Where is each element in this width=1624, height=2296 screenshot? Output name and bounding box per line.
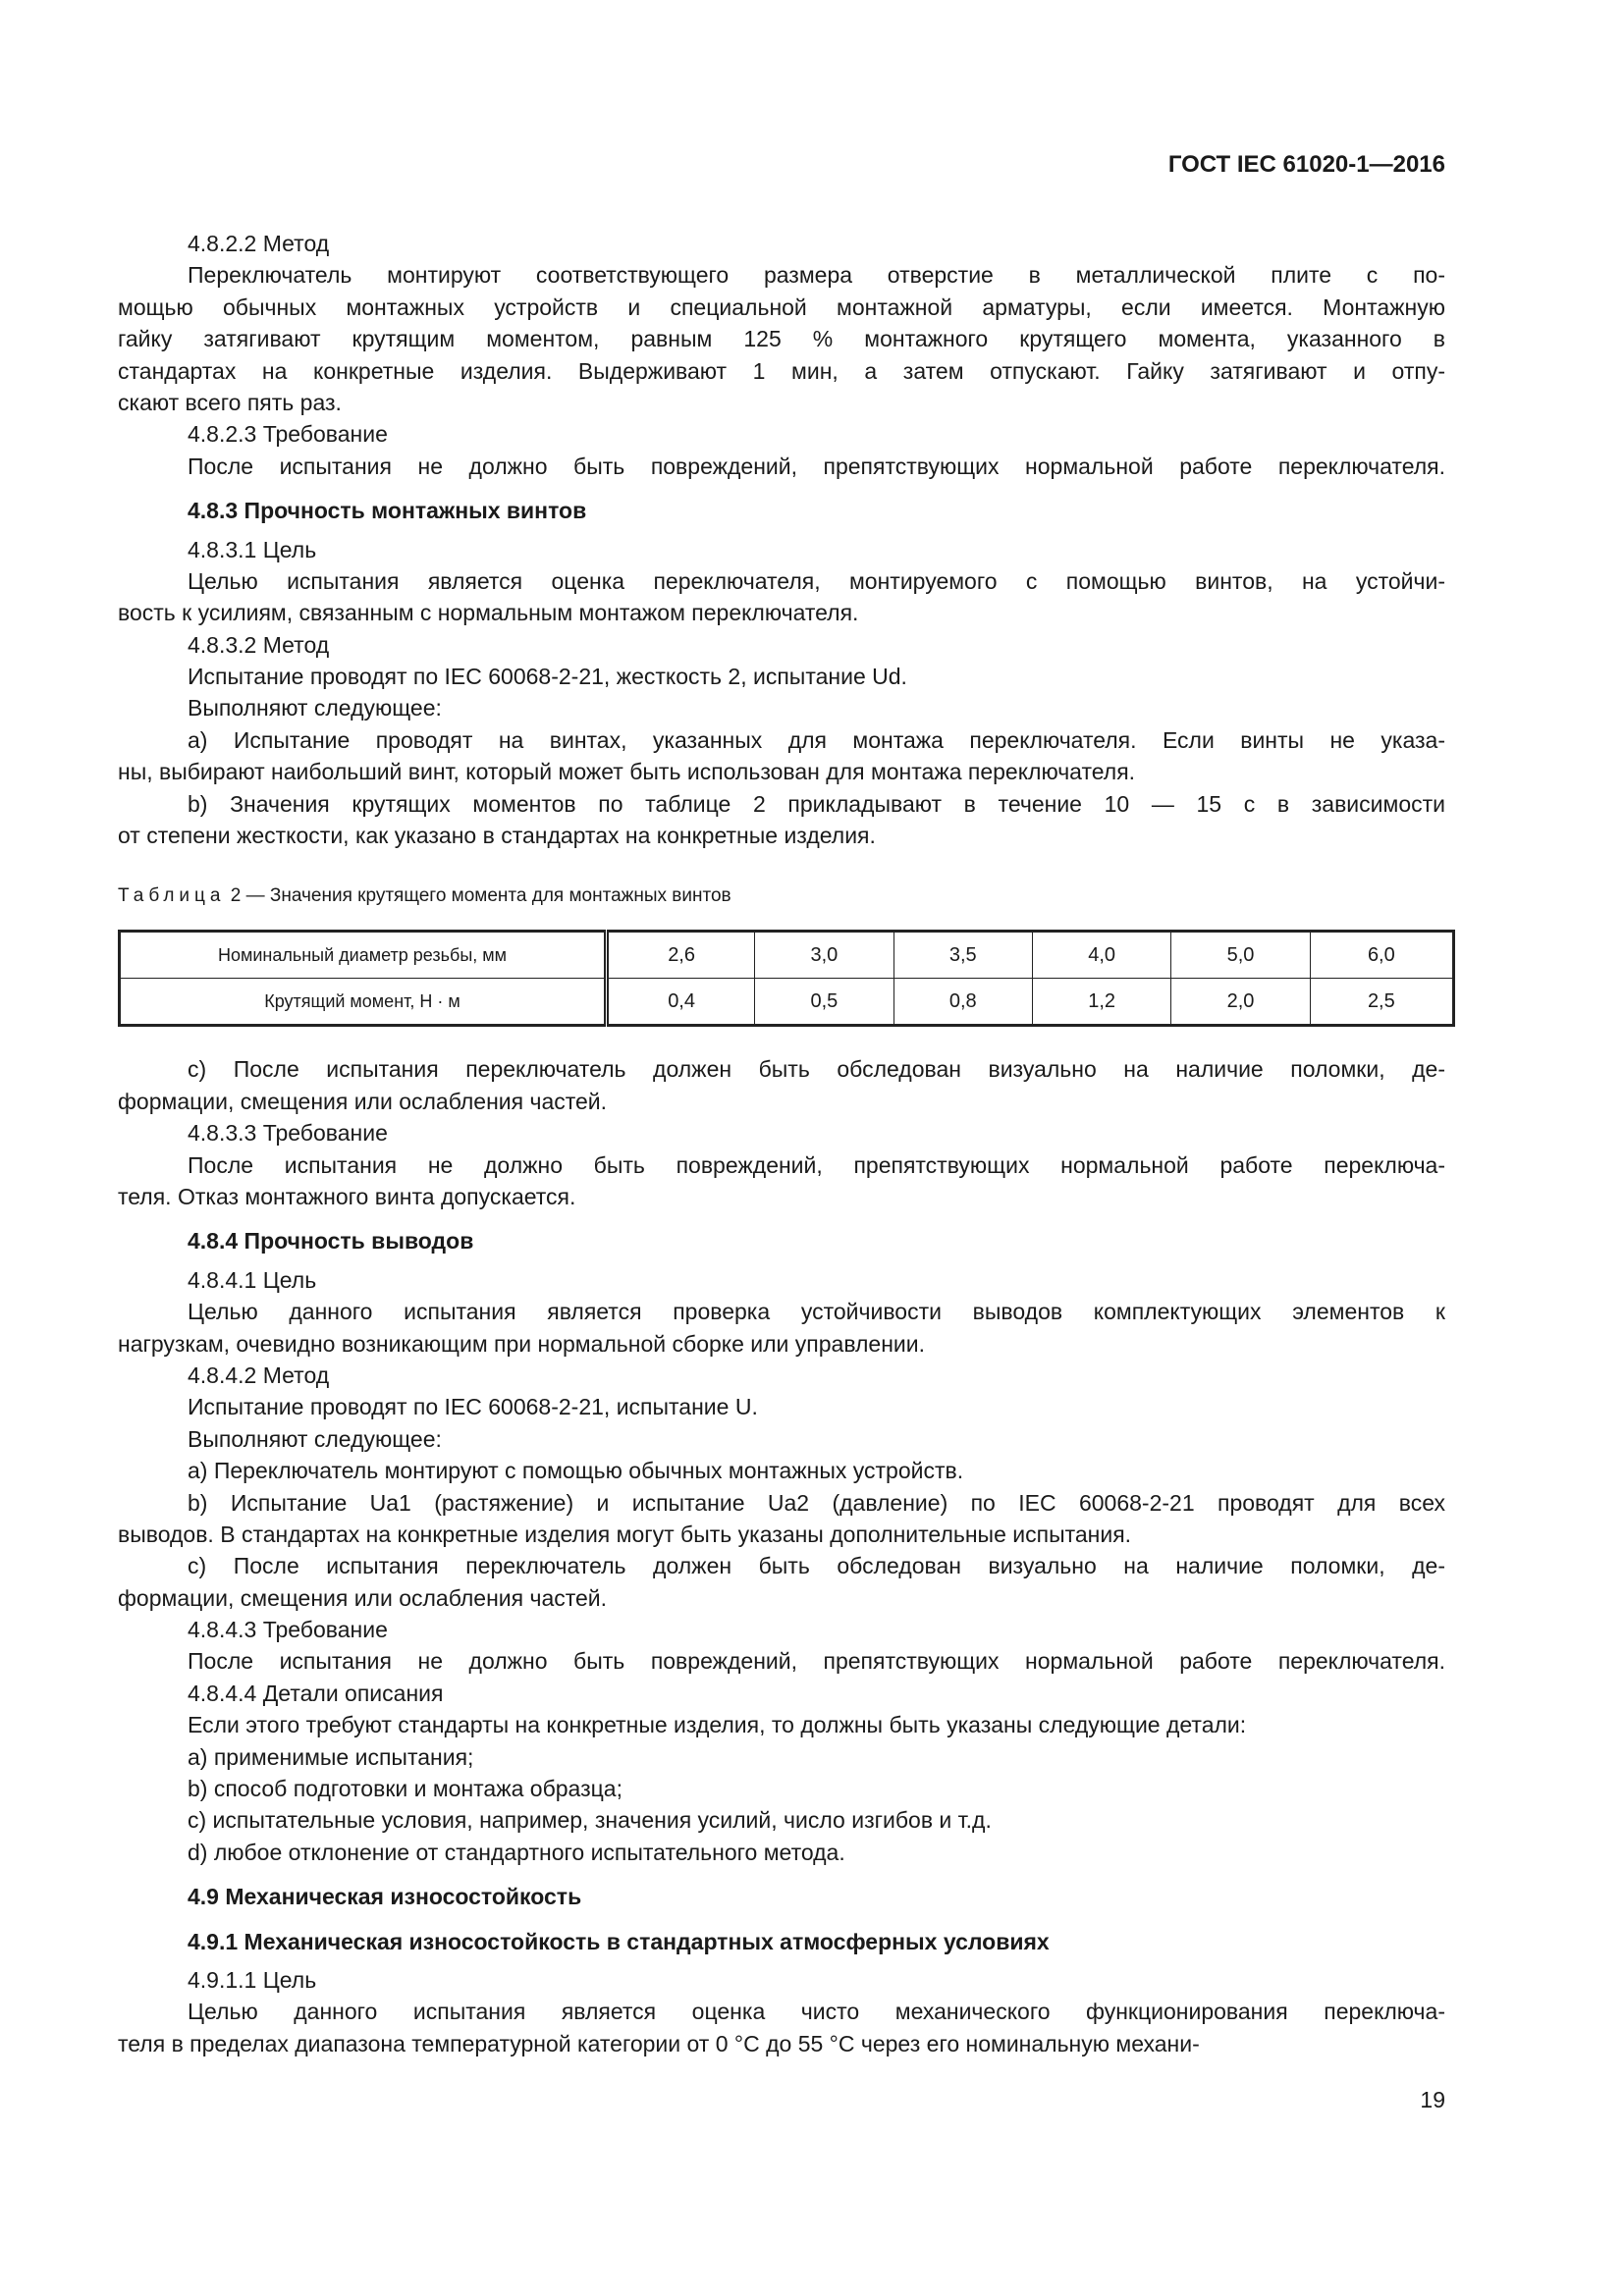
table-caption — [118, 881, 1445, 912]
paragraph — [118, 1296, 1445, 1360]
text-line: 4.8.2.3 Требование — [188, 421, 388, 448]
paragraph — [118, 1741, 1445, 1773]
text-line: стандартах на конкретные изделия. Выдерживают 1 мин, а затем отпускают. Гайку затягивают и отпу- — [118, 357, 1445, 384]
text-line: ны, выбирают наибольший винт, который может быть использован для монтажа переключателя. — [118, 759, 1136, 785]
text-line: a) Испытание проводят на винтах, указанных для монтажа переключателя. Если винты не указа- — [188, 726, 1445, 753]
table-row — [120, 932, 1454, 979]
text-line: Переключатель монтируют соответствующего размера отверстие в металлической плите с по- — [188, 262, 1445, 289]
text-line: 4.8.4.1 Цель — [188, 1266, 317, 1293]
table-cell: 0,8 — [893, 979, 1032, 1026]
text-line: 4.8.4.4 Детали описания — [188, 1680, 444, 1706]
paragraph — [118, 1053, 1445, 1117]
text-line: 4.8.3.1 Цель — [188, 536, 317, 562]
text-line: c) испытательные условия, например, значения усилий, число изгибов и т.д. — [188, 1807, 992, 1834]
text-line: Целью данного испытания является проверка устойчивости выводов комплектующих элементов к — [188, 1299, 1445, 1325]
paragraph — [118, 451, 1445, 482]
text-line: После испытания не должно быть повреждений, препятствующих нормальной работе переключателя. — [188, 1648, 1445, 1675]
row-header: Крутящий момент, Н · м — [120, 979, 607, 1026]
text-line: После испытания не должно быть повреждений, препятствующих нормальной работе переключателя. — [188, 453, 1445, 479]
row-header: Номинальный диаметр резьбы, мм — [120, 932, 607, 979]
section-heading: 4.8.4 Прочность выводов — [188, 1228, 474, 1255]
text-line: от степени жесткости, как указано в стандартах на конкретные изделия. — [118, 823, 876, 849]
table-caption-prefix: Таблица — [118, 885, 226, 907]
table-row — [120, 979, 1454, 1026]
section-heading: 4.9 Механическая износостойкость — [188, 1884, 582, 1910]
table-cell: 2,0 — [1171, 979, 1310, 1026]
text-line: теля. Отказ монтажного винта допускается. — [118, 1184, 576, 1209]
text-line: формации, смещения или ослабления частей. — [118, 1088, 608, 1114]
paragraph — [118, 1550, 1445, 1614]
paragraph — [118, 661, 1445, 692]
paragraph — [118, 565, 1445, 629]
text-line: 4.8.4.3 Требование — [188, 1617, 388, 1643]
text-line: c) После испытания переключатель должен быть обследован визуально на наличие поломки, де- — [188, 1553, 1445, 1579]
text-line: После испытания не должно быть повреждений, препятствующих нормальной работе переключа- — [188, 1151, 1445, 1178]
text-line: нагрузкам, очевидно возникающим при нормальной сборке или управлении. — [118, 1330, 926, 1357]
text-line: теля в пределах диапазона температурной категории от 0 °С до 55 °С через его номинальную механи- — [118, 2030, 1200, 2056]
text-line: 4.8.4.2 Метод — [188, 1362, 330, 1388]
text-line: Целью данного испытания является оценка чисто механического функционирования переключа- — [188, 1999, 1445, 2025]
text-line: Выполняют следующее: — [188, 1425, 442, 1452]
section-heading: 4.8.3 Прочность монтажных винтов — [188, 498, 587, 524]
text-line: вость к усилиям, связанным с нормальным монтажом переключателя. — [118, 600, 859, 626]
text-line: скают всего пять раз. — [118, 389, 342, 415]
paragraph — [118, 534, 1445, 565]
table-cell: 4,0 — [1032, 932, 1170, 979]
table-cell: 6,0 — [1310, 932, 1453, 979]
table-cell: 0,4 — [607, 979, 755, 1026]
table-cell: 1,2 — [1032, 979, 1170, 1026]
paragraph — [118, 788, 1445, 852]
table-cell: 3,0 — [755, 932, 893, 979]
torque-table — [118, 930, 1455, 1027]
text-line: d) любое отклонение от стандартного испытательного метода. — [188, 1839, 845, 1865]
page-number: 19 — [1420, 2087, 1445, 2112]
section-heading: 4.9.1 Механическая износостойкость в стандартных атмосферных условиях — [188, 1928, 1050, 1954]
paragraph — [118, 1614, 1445, 1645]
text-line: Целью испытания является оценка переключателя, монтируемого с помощью винтов, на устойчи- — [188, 567, 1445, 594]
text-line: 4.9.1.1 Цель — [188, 1967, 317, 1994]
paragraph — [118, 692, 1445, 723]
table-cell: 2,6 — [607, 932, 755, 979]
text-line: 4.8.2.2 Метод — [188, 231, 330, 256]
text-line: Выполняют следующее: — [188, 695, 442, 721]
text-line: гайку затягивают крутящим моментом, равным 125 % монтажного крутящего момента, указанного в — [118, 326, 1445, 352]
paragraph — [118, 724, 1445, 788]
text-line: формации, смещения или ослабления частей. — [118, 1584, 608, 1611]
paragraph — [118, 1804, 1445, 1836]
table-caption-text: 2 — Значения крутящего момента для монтажных винтов — [230, 885, 731, 907]
table-cell: 2,5 — [1310, 979, 1453, 1026]
text-line: Испытание проводят по IEC 60068-2-21, испытание U. — [188, 1394, 758, 1420]
text-line: Если этого требуют стандарты на конкретные изделия, то должны быть указаны следующие детали: — [188, 1712, 1247, 1738]
paragraph — [118, 418, 1445, 450]
table-cell: 3,5 — [893, 932, 1032, 979]
paragraph — [118, 1678, 1445, 1709]
text-line: выводов. В стандартах на конкретные изделия могут быть указаны дополнительные испытания. — [118, 1521, 1132, 1547]
text-line: c) После испытания переключатель должен быть обследован визуально на наличие поломки, де- — [188, 1056, 1445, 1083]
text-line: мощью обычных монтажных устройств и специальной монтажной арматуры, если имеется. Монтажную — [118, 294, 1445, 320]
table-cell: 5,0 — [1171, 932, 1310, 979]
paragraph — [118, 1391, 1445, 1422]
paragraph — [118, 1964, 1445, 1996]
paragraph — [118, 228, 1445, 259]
paragraph — [118, 1773, 1445, 1804]
text-line: b) Значения крутящих моментов по таблице 2 прикладывают в течение 10 — 15 с в зависимости — [188, 790, 1445, 817]
paragraph — [118, 1709, 1445, 1740]
paragraph — [118, 1360, 1445, 1391]
paragraph — [118, 629, 1445, 661]
paragraph — [118, 259, 1445, 418]
paragraph — [118, 1264, 1445, 1296]
text-line: b) Испытание Ua1 (растяжение) и испытание Ua2 (давление) по IEC 60068-2-21 проводят для всех — [188, 1489, 1445, 1516]
document-body — [118, 228, 1445, 2059]
paragraph — [118, 1837, 1445, 1868]
paragraph — [118, 1149, 1445, 1213]
paragraph — [118, 1455, 1445, 1486]
table-cell: 0,5 — [755, 979, 893, 1026]
text-line: a) применимые испытания; — [188, 1743, 474, 1770]
paragraph — [118, 1996, 1445, 2059]
text-line: 4.8.3.3 Требование — [188, 1120, 388, 1147]
text-line: b) способ подготовки и монтажа образца; — [188, 1776, 623, 1802]
paragraph — [118, 1423, 1445, 1455]
paragraph — [118, 1645, 1445, 1677]
text-line: Испытание проводят по IEC 60068-2-21, жесткость 2, испытание Ud. — [188, 664, 907, 690]
text-line: 4.8.3.2 Метод — [188, 631, 330, 658]
paragraph — [118, 1117, 1445, 1148]
paragraph — [118, 1487, 1445, 1551]
text-line: a) Переключатель монтируют с помощью обычных монтажных устройств. — [188, 1458, 964, 1484]
document-header: ГОСТ IEC 61020-1—2016 — [1167, 151, 1445, 178]
